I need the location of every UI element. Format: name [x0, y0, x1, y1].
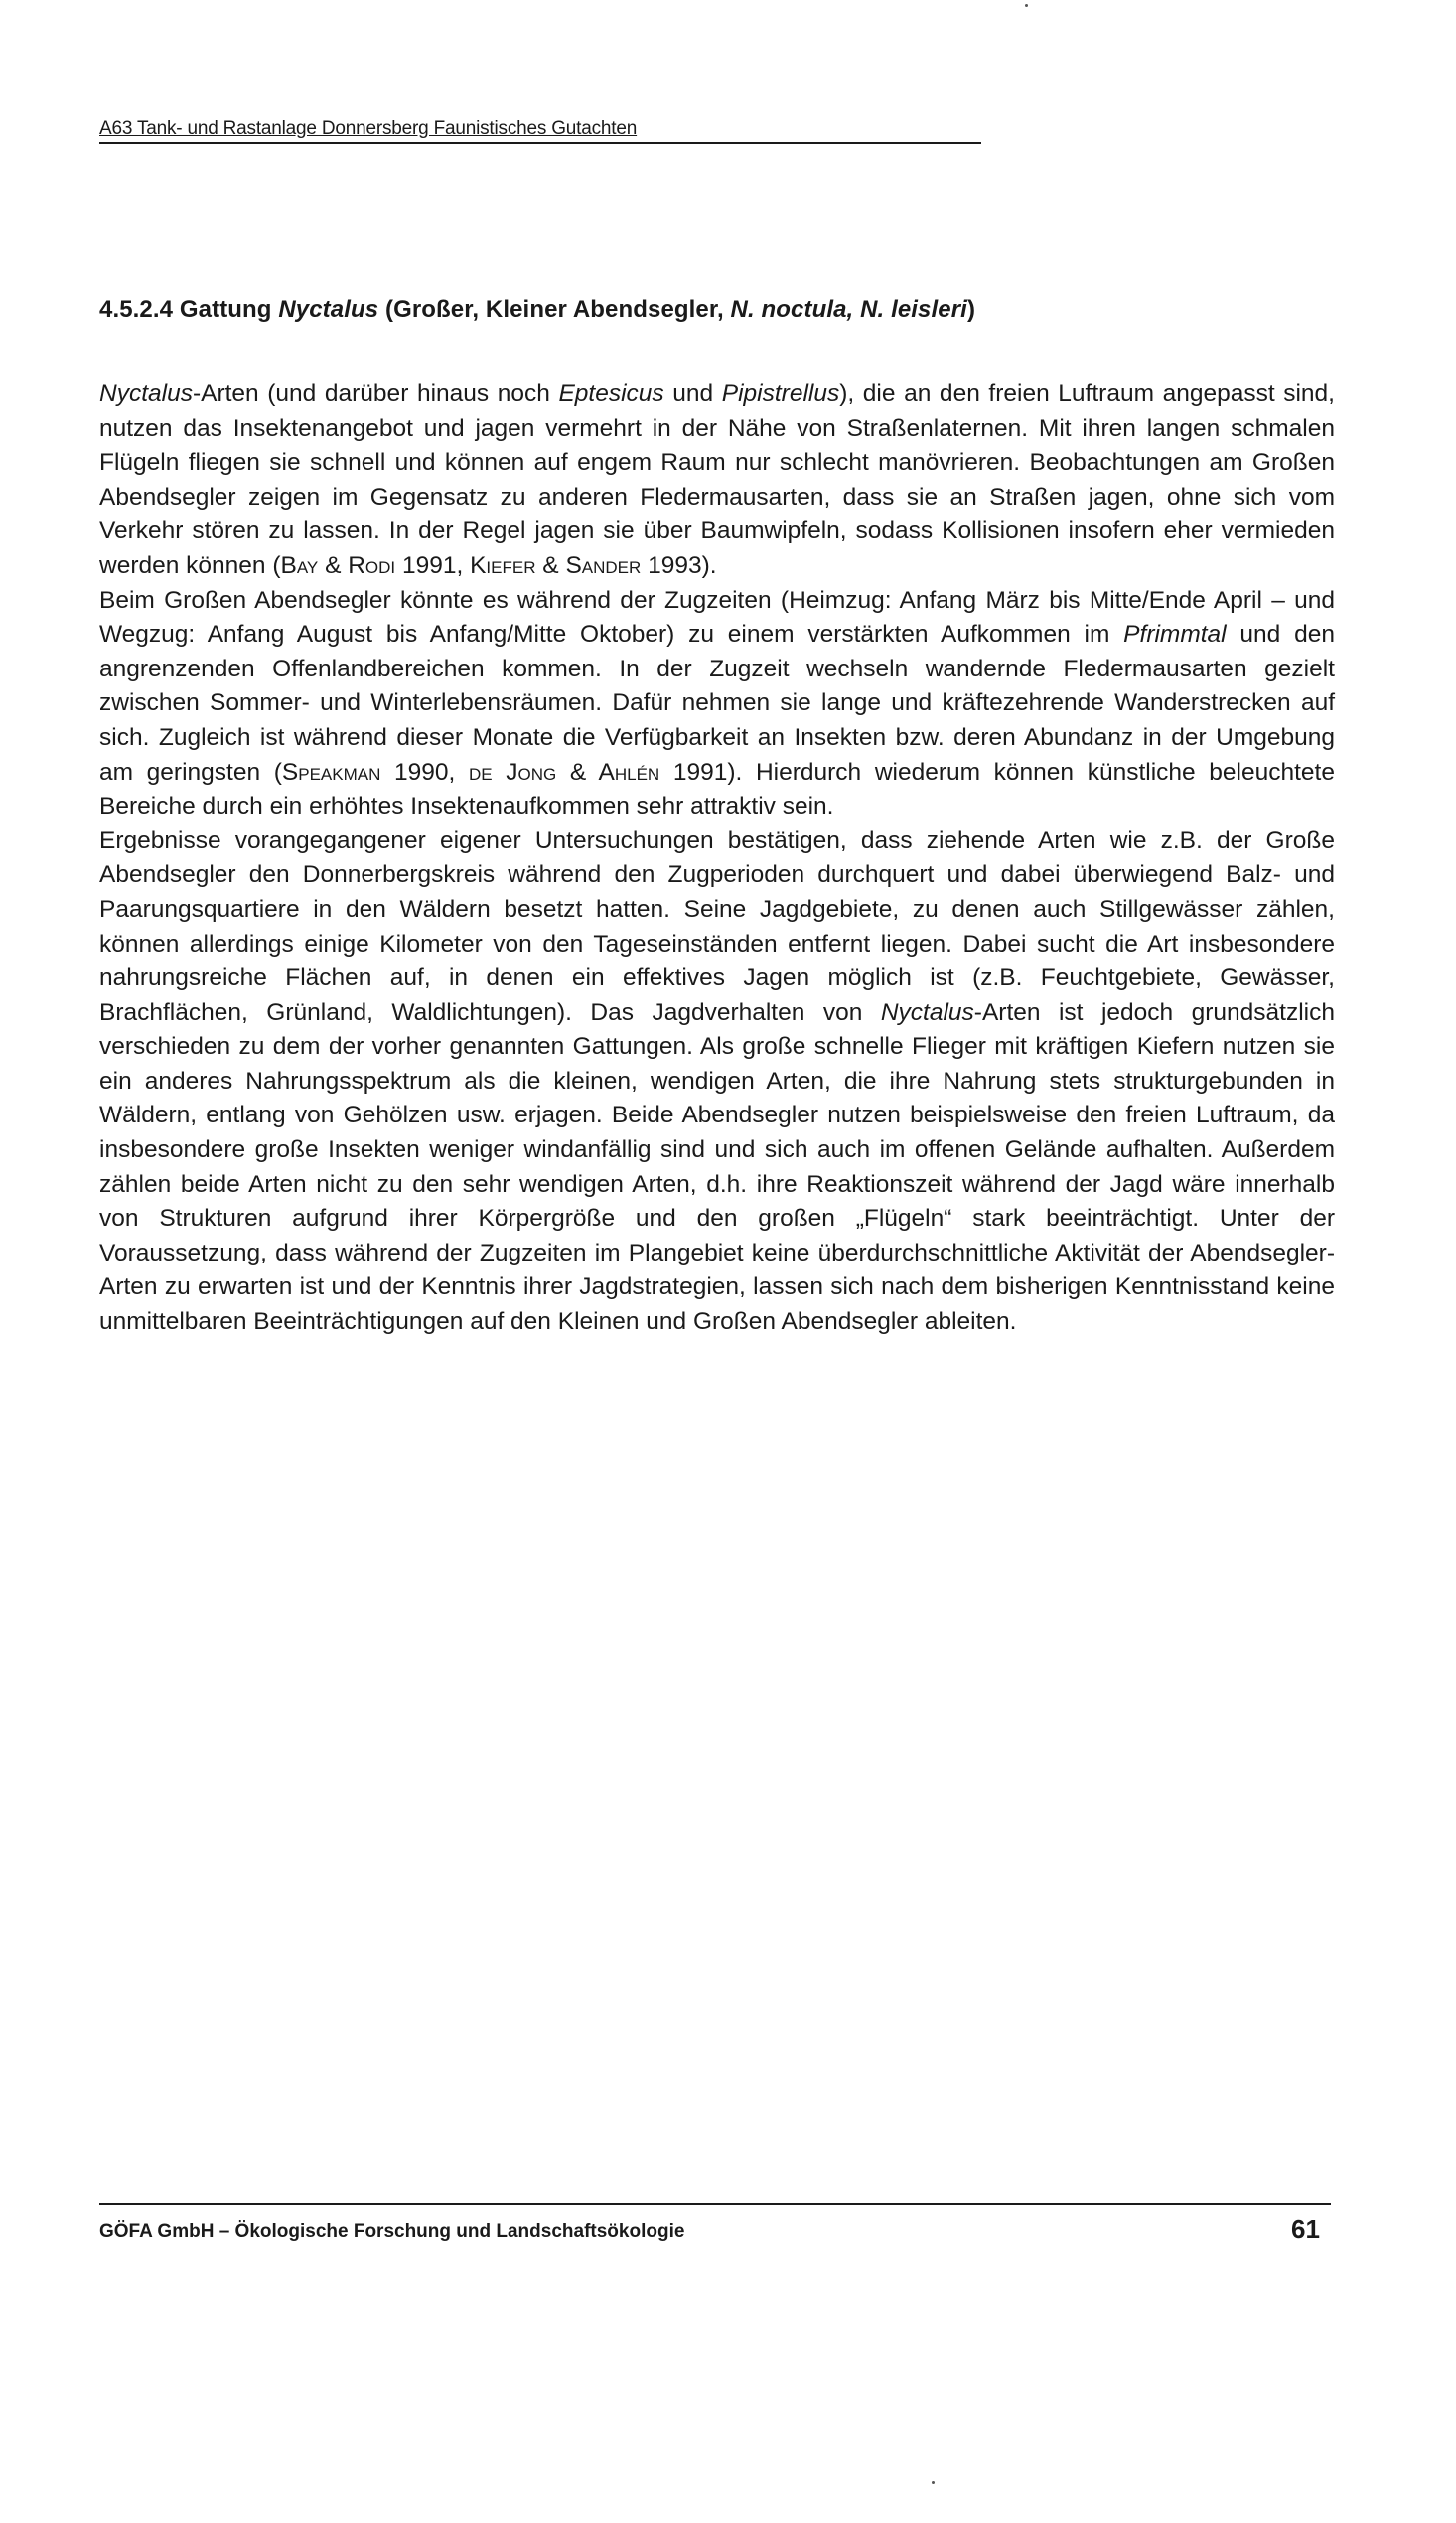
section-heading [99, 294, 1331, 326]
p3-text-1: Ergebnisse vorangegangener eigener Untersuchungen bestätigen, dass ziehende Arten wie z.B. der Große Abendsegler den Donnerbergskreis während den Zugperioden durchquert und dabei überwiegend Balz- und Paarungsquartiere in den Wäldern besetzt hatten. Seine Jagdgebiete, zu denen auch Stillgewässer zählen, können allerdings einige Kilometer von den Tageseinständen entfernt liegen. Dabei sucht die Art insbesondere nahrungsreiche Flächen auf, in denen ein effektives Jagen möglich ist (z.B. Feuchtgebiete, Gewässer, Brachflächen, Grünland, Waldlichtungen). Das Jagdverhalten von [99, 826, 1335, 1026]
footer-divider [99, 2203, 1331, 2205]
p2-place: Pfrimmtal [1123, 621, 1227, 649]
p2-citation-2: de Jong & Ahlén [469, 758, 660, 786]
p1-text-5: 1993). [641, 551, 717, 579]
paragraph-1 [99, 377, 1335, 584]
section-genus: Nyctalus [278, 296, 379, 323]
paragraph-2 [99, 584, 1335, 824]
p2-text-3: 1990, [380, 758, 469, 786]
p1-text-2: und [663, 380, 722, 407]
paragraph-3 [99, 824, 1335, 1340]
p1-citation-2: Kiefer & Sander [470, 551, 642, 579]
p3-text-2: -Arten ist jedoch grundsätzlich verschieden zu dem der vorher genannten Gattungen. Als große schnelle Flieger mit kräftigen Kiefern nutzen sie ein anderes Nahrungsspektrum als die kleinen, wendigen Arten, die ihre Nahrung stets strukturgebunden in Wäldern, entlang von Gehölzen usw. erjagen. Beide Abendsegler nutzen beispielsweise den freien Luftraum, da insbesondere große Insekten weniger windanfällig sind und sich auch im offenen Gelände aufhalten. Außerdem zählen beide Arten nicht zu den sehr wendigen Arten, d.h. ihre Reaktionszeit während der Jagd wäre innerhalb von Strukturen aufgrund ihrer Körpergröße und den großen „Flügeln“ stark beeinträchtigt. Unter der Voraussetzung, dass während der Zugzeiten im Plangebiet keine überdurchschnittliche Aktivität der Abendsegler-Arten zu erwarten ist und der Kenntnis ihrer Jagdstrategien, lassen sich nach dem bisherigen Kenntnisstand keine unmittelbaren Beeinträchtigungen auf den Kleinen und Großen Abendsegler ableiten. [99, 998, 1335, 1336]
section-common-names: (Großer, Kleiner Abendsegler, [384, 296, 724, 323]
p2-text-2: und den angrenzenden Offenlandbereichen kommen. In der Zugzeit wechseln wandernde Fledermausarten gezielt zwischen Sommer- und Winterlebensräumen. Dafür nehmen sie lange und kräftezehrende Wanderstrecken auf sich. Zugleich ist während dieser Monate die Verfügbarkeit an Insekten bzw. deren Abundanz in der Umgebung am geringsten ( [99, 621, 1335, 786]
p2-citation-1: Speakman [281, 758, 381, 786]
footer-organization: GÖFA GmbH – Ökologische Forschung und Landschaftsökologie [99, 2221, 685, 2242]
section-number: 4.5.2.4 [99, 296, 174, 323]
p1-genus: Nyctalus [99, 380, 193, 407]
p1-text-3: ), die an den freien Luftraum angepasst sind, nutzen das Insektenangebot und jagen vermehrt in der Nähe von Straßenlaternen. Mit ihren langen schmalen Flügeln fliegen sie schnell und können auf engem Raum nur schlecht manövrieren. Beobachtungen am Großen Abendsegler zeigen im Gegensatz zu anderen Fledermausarten, dass sie an Straßen jagen, ohne sich vom Verkehr stören zu lassen. In der Regel jagen sie über Baumwipfeln, sodass Kollisionen insofern eher vermieden werden können ( [99, 380, 1335, 579]
section-title-close: ) [966, 296, 976, 323]
scan-speck [932, 2481, 935, 2484]
p1-citation-1: Bay & Rodi [280, 551, 396, 579]
p2-text-1: Beim Großen Abendsegler könnte es während der Zugzeiten (Heimzug: Anfang März bis Mitte/Ende April – und Wegzug: Anfang August bis Anfang/Mitte Oktober) zu einem verstärkten Aufkommen im [99, 586, 1335, 649]
p1-genus-3: Pipistrellus [721, 380, 840, 407]
body-text [99, 377, 1335, 1340]
section-species-1: N. noctula, [730, 296, 854, 323]
p1-genus-2: Eptesicus [558, 380, 664, 407]
p3-genus: Nyctalus [880, 998, 974, 1026]
section-species-2: N. leisleri [860, 296, 967, 323]
p1-text-1: -Arten (und darüber hinaus noch [192, 380, 559, 407]
p2-text-4: 1991). Hierdurch wiederum können künstliche beleuchtete Bereiche durch ein erhöhtes Insektenaufkommen sehr attraktiv sein. [99, 758, 1335, 820]
page-number: 61 [1291, 2214, 1320, 2244]
p1-text-4: 1991, [395, 551, 471, 579]
scan-speck [1025, 4, 1028, 7]
section-title-prefix: Gattung [179, 296, 272, 323]
running-header-title: A63 Tank- und Rastanlage Donnersberg Faunistisches Gutachten [99, 118, 638, 139]
running-header [99, 117, 981, 144]
